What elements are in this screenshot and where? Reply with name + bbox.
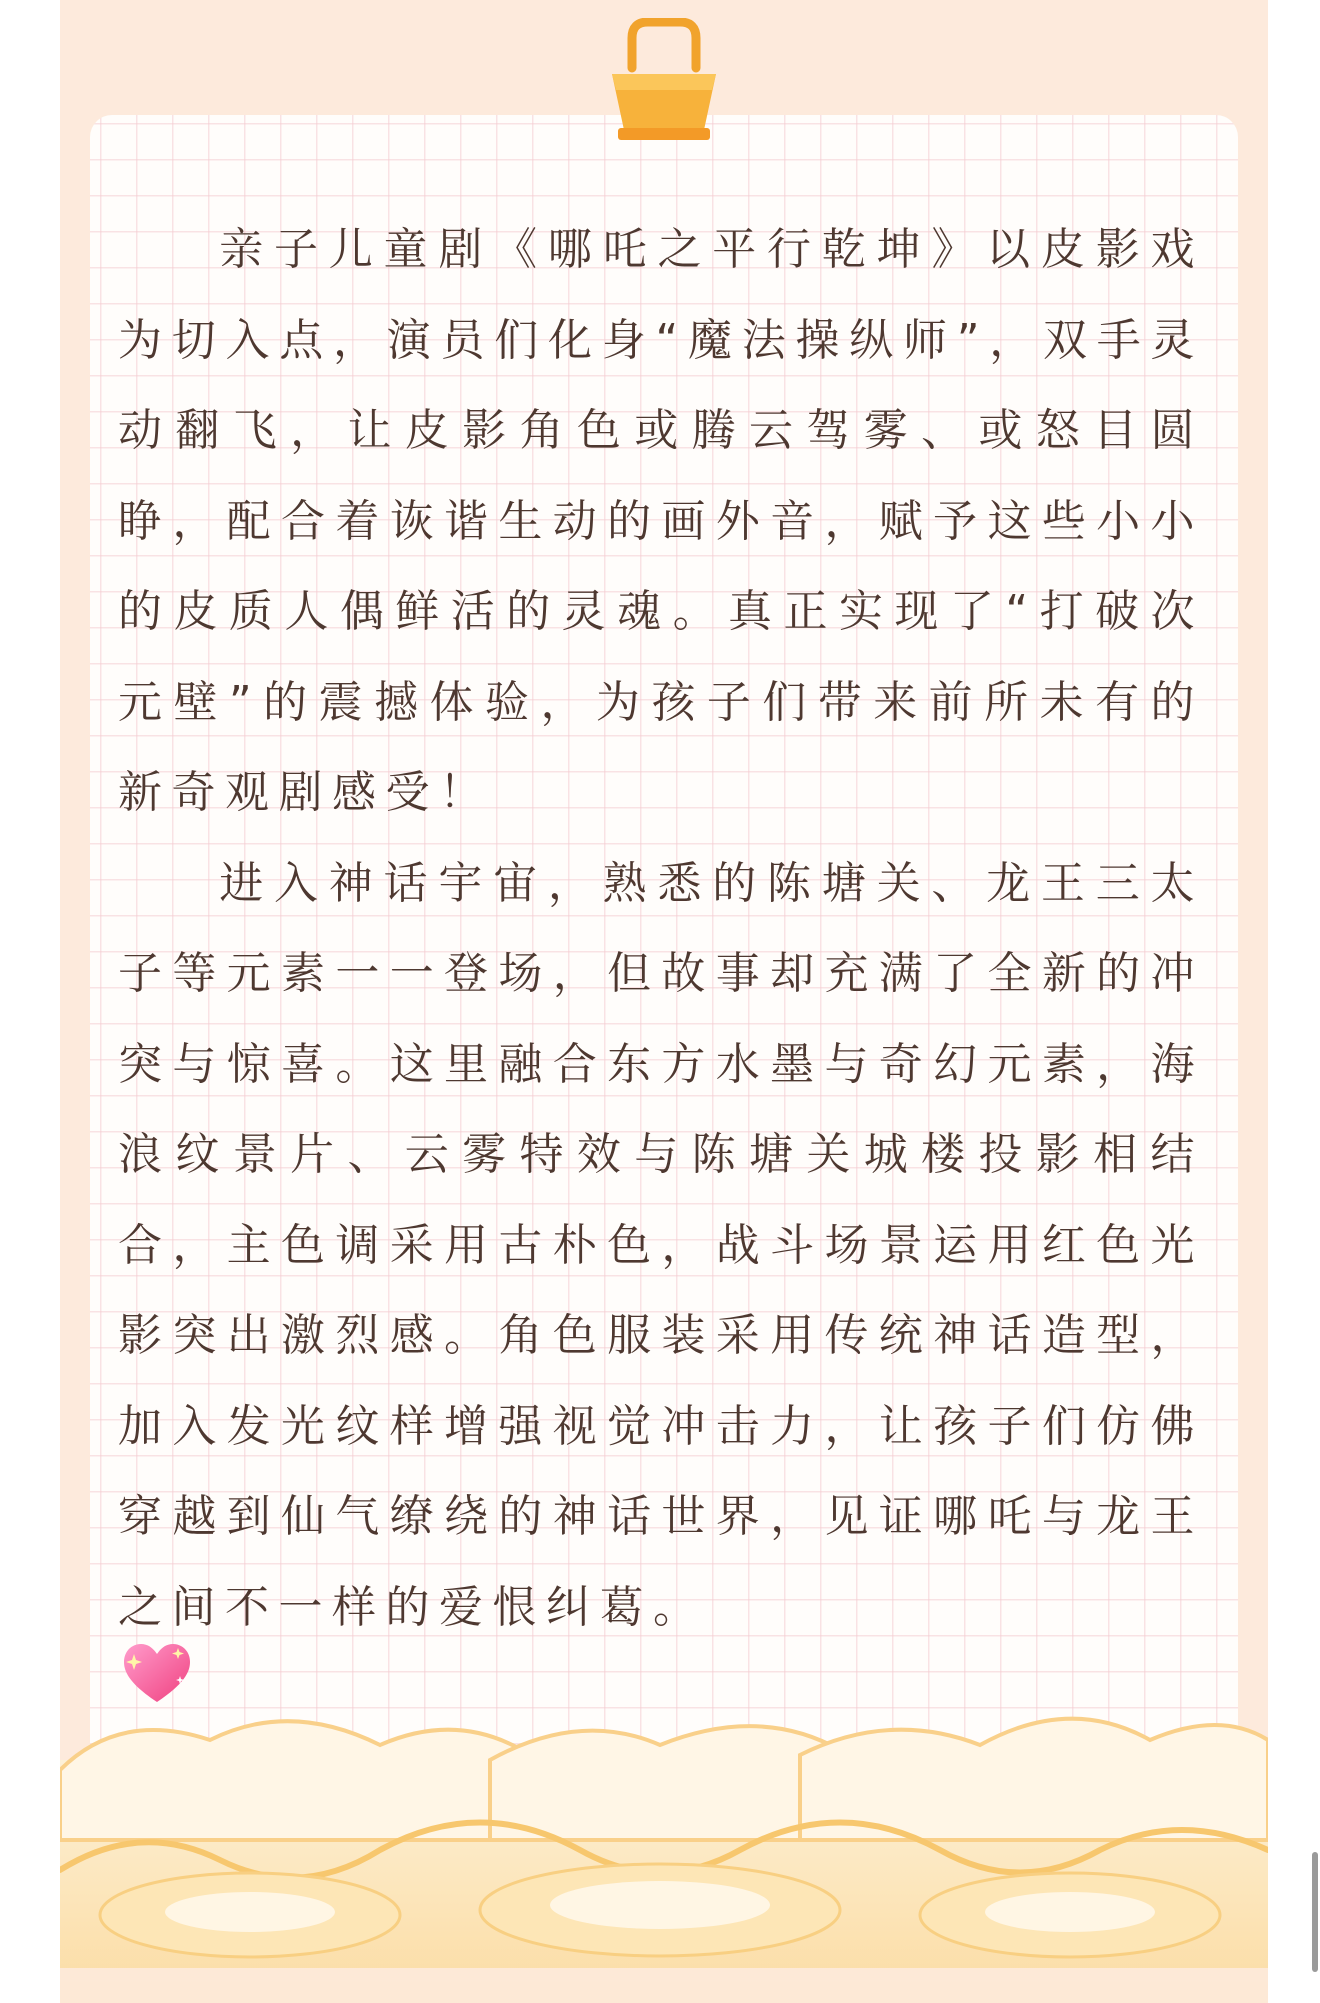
- scrollbar-thumb[interactable]: [1312, 1852, 1318, 1972]
- paragraph-intro: 亲子儿童剧《哪吒之平行乾坤》以皮影戏为切入点，演员们化身“魔法操纵师”，双手灵动翻飞，让皮影角色或腾云驾雾、或怒目圆睁，配合着诙谐生动的画外音，赋予这些小小的皮质人偶鲜活的灵魂。真正实现了“打破次元壁”的震撼体验，为孩子们带来前所未有的新奇观剧感受！: [118, 224, 1204, 818]
- cloud-pattern-footer: [60, 1700, 1268, 2003]
- paragraph-mythology: 进入神话宇宙，熟悉的陈塘关、龙王三太子等元素一一登场，但故事却充满了全新的冲突与惊喜。这里融合东方水墨与奇幻元素，海浪纹景片、云雾特效与陈塘关城楼投影相结合，主色调采用古朴色，战斗场景运用红色光影突出激烈感。角色服装采用传统神话造型，加入发光纹样增强视觉冲击力，让孩子们仿佛穿越到仙气缭绕的神话世界，见证哪吒与龙王之间不一样的爱恨纠葛。: [118, 857, 1204, 1633]
- article-body: [118, 205, 1204, 1653]
- sparkling-heart-icon: [120, 1640, 194, 1706]
- binder-clip-icon: [602, 18, 726, 144]
